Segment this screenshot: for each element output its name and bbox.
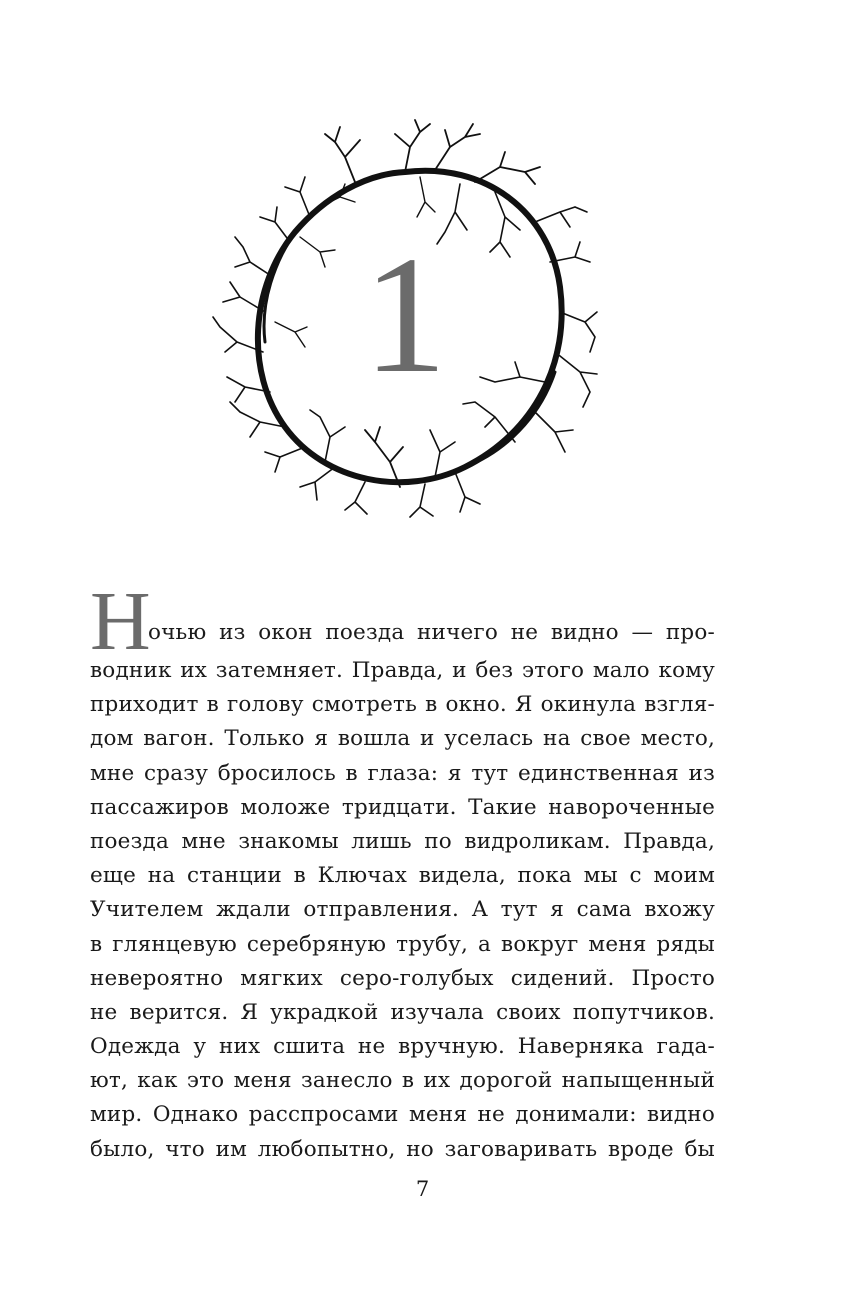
text-line: дом вагон. Только я вошла и уселась на свое место, [90, 726, 715, 752]
page-number: 7 [415, 1177, 430, 1201]
text-line: мир. Однако расспросами меня не донимали: видно [90, 1102, 715, 1128]
text-line: было, что им любопытно, но заговаривать вроде бы [90, 1136, 715, 1162]
text-line: Одежда у них сшита не вручную. Наверняка гада- [90, 1034, 715, 1060]
first-line-text: очью из окон поезда ничего не видно — про- [148, 620, 715, 645]
drop-cap-letter: Н [90, 575, 151, 668]
text-line: невероятно мягких серо-голубых сидений. Просто [90, 965, 715, 991]
text-line: в глянцевую серебряную трубу, а вокруг меня ряды [90, 931, 715, 957]
text-line: водник их затемняет. Правда, и без этого мало кому [90, 658, 715, 683]
text-line: еще на станции в Ключах видела, пока мы с моим [90, 863, 715, 889]
text-line: пассажиров моложе тридцати. Такие навороченные [90, 794, 715, 820]
text-line: Учителем ждали отправления. А тут я сама вхожу [90, 897, 715, 923]
text-line: мне сразу бросилось в глаза: я тут единственная из [90, 760, 715, 786]
chapter-body-text [90, 575, 715, 1167]
chapter-number: 1 [363, 222, 447, 408]
text-line: поезда мне знакомы лишь по видроликам. Правда, [90, 828, 715, 854]
first-line [90, 575, 715, 668]
text-line: ют, как это меня занесло в их дорогой напыщенный [90, 1068, 715, 1094]
text-line: не верится. Я украдкой изучала своих попутчиков. [90, 999, 715, 1025]
text-line: приходит в голову смотреть в окно. Я окинула взгля- [90, 692, 715, 718]
